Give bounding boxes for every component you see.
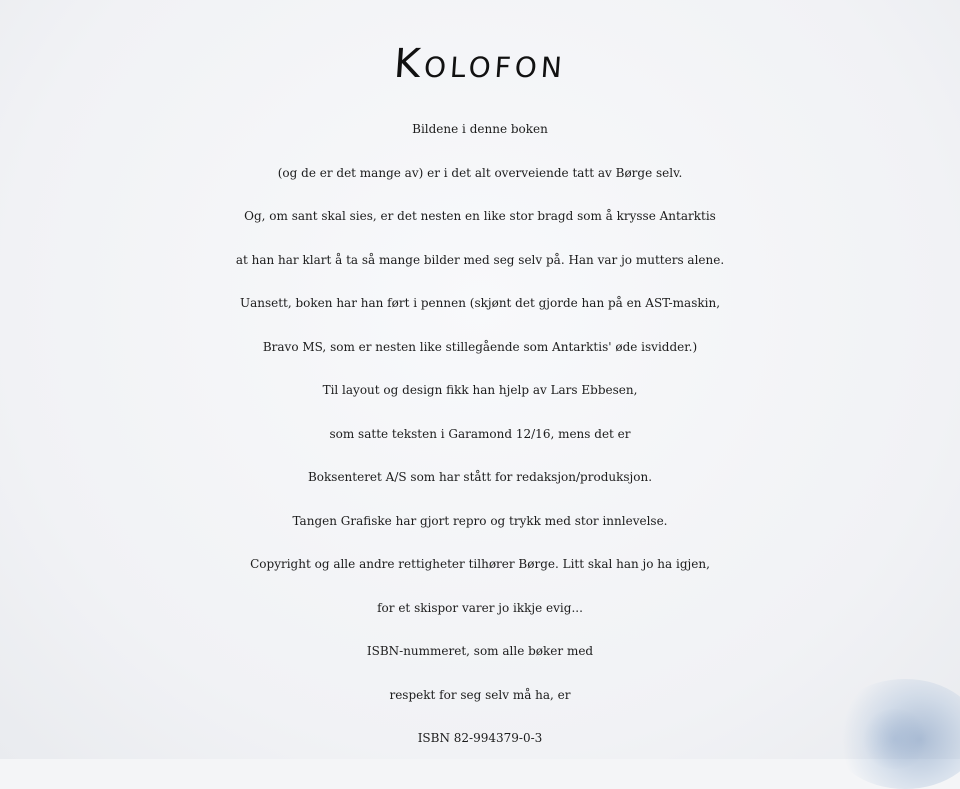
text-line: respekt for seg selv må ha, er	[389, 687, 571, 702]
text-line: (og de er det mange av) er i det alt overveiende tatt av Børge selv.	[277, 165, 683, 180]
text-line: Tangen Grafiske har gjort repro og trykk med stor innlevelse.	[292, 513, 668, 528]
text-line: Bildene i denne boken	[412, 122, 548, 136]
colophon-text	[0, 108, 960, 761]
text-line: Bravo MS, som er nesten like stillegående som Antarktis' øde isvidder.)	[262, 339, 698, 354]
text-line: ISBN-nummeret, som alle bøker med	[366, 644, 594, 658]
text-line: at han har klart å ta så mange bilder med seg selv på. Han var jo mutters alene.	[235, 252, 725, 267]
text-line: Og, om sant skal sies, er det nesten en like stor bragd som å krysse Antarktis	[244, 209, 716, 223]
text-line: Copyright og alle andre rettigheter tilhører Børge. Litt skal han jo ha igjen,	[250, 557, 710, 571]
page-title: Kolofon	[392, 40, 568, 87]
isbn-line: ISBN 82-994379-0-3	[417, 731, 543, 745]
text-line: Boksenteret A/S som har stått for redaksjon/produksjon.	[307, 470, 653, 484]
text-line: som satte teksten i Garamond 12/16, mens det er	[329, 426, 631, 441]
text-line: for et skispor varer jo ikkje evig...	[377, 600, 583, 615]
text-line: Til layout og design fikk han hjelp av Lars Ebbesen,	[322, 383, 638, 397]
text-line: Uansett, boken har han ført i pennen (skjønt det gjorde han på en AST-maskin,	[239, 296, 721, 310]
